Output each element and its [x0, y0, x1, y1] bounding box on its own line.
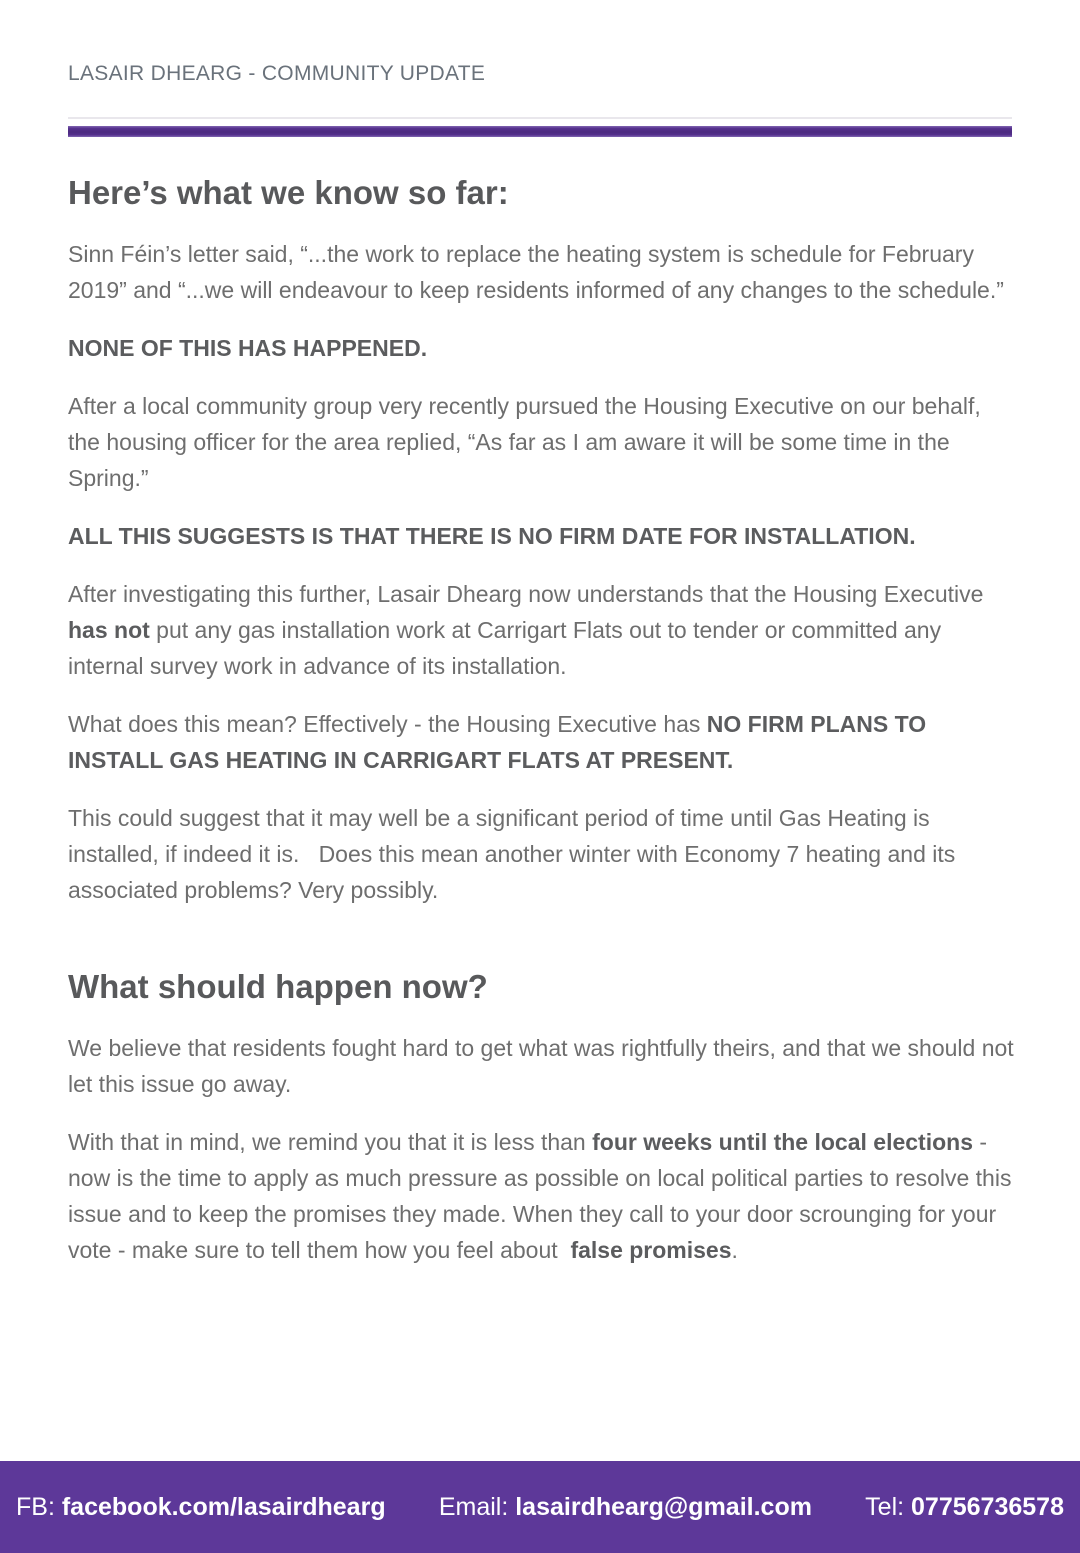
paragraph	[68, 388, 1014, 496]
text-segment: We believe that residents fought hard to get what was rightfully theirs, and that we should not let this issue go away.	[68, 1035, 1021, 1097]
text-segment: NONE OF THIS HAS HAPPENED.	[68, 335, 428, 361]
text-segment-bold: has not	[68, 617, 150, 643]
section-heading-1: Here’s what we know so far:	[68, 174, 509, 211]
text-segment: After investigating this further, Lasair Dhearg now understands that the Housing Executive	[68, 581, 990, 607]
paragraph	[68, 576, 1014, 684]
footer-facebook-label: FB:	[16, 1492, 55, 1521]
section-heading-2: What should happen now?	[68, 968, 488, 1005]
text-segment: .	[731, 1237, 738, 1263]
page-content	[68, 172, 1021, 1268]
footer-phone-value: 07756736578	[911, 1492, 1064, 1521]
footer-phone	[865, 1493, 1064, 1522]
footer-facebook-value: facebook.com/lasairdhearg	[61, 1492, 386, 1521]
footer-email-value: lasairdhearg@gmail.com	[515, 1492, 812, 1521]
text-segment: ALL THIS SUGGESTS IS THAT THERE IS NO FIRM DATE FOR INSTALLATION.	[68, 523, 916, 549]
paragraph	[68, 236, 1014, 308]
paragraph	[68, 1030, 1021, 1102]
page-kicker: LASAIR DHEARG - COMMUNITY UPDATE	[68, 62, 486, 85]
text-segment-bold: four weeks until the local elections	[592, 1129, 973, 1155]
text-segment: put any gas installation work at Carrigart Flats out to tender or committed any internal survey work in advance of its installation.	[68, 617, 948, 679]
text-segment: - now is the time to apply as much pressure as possible on local political parties to resolve this issue and to keep the promises they made. When they call to your door scrounging for your vote - make sure to tell them how you feel about	[68, 1129, 1018, 1263]
thin-divider	[68, 117, 1012, 119]
text-segment: Sinn Féin’s letter said, “...the work to replace the heating system is schedule for February 2019” and “...we will endeavour to keep residents informed of any changes to the schedule.”	[68, 241, 1004, 303]
paragraph	[68, 706, 1014, 778]
text-segment: What does this mean? Effectively - the Housing Executive has	[68, 711, 707, 737]
footer-facebook	[16, 1493, 386, 1522]
footer-phone-label: Tel:	[865, 1492, 905, 1521]
footer-email	[439, 1493, 812, 1522]
text-segment: With that in mind, we remind you that it is less than	[68, 1129, 593, 1155]
text-segment-bold: false promises	[570, 1237, 732, 1263]
footer-bar	[0, 1461, 1080, 1553]
callout-paragraph	[68, 518, 1014, 554]
callout-paragraph	[68, 330, 1014, 366]
text-segment-bold: NO FIRM PLANS TO INSTALL GAS HEATING IN CARRIGART FLATS AT PRESENT.	[68, 711, 933, 773]
text-segment: This could suggest that it may well be a significant period of time until Gas Heating is installed, if indeed it is. Does this mean another winter with Economy 7 heating and its associated problems? Very possibly.	[68, 805, 962, 903]
footer-email-label: Email:	[438, 1492, 509, 1521]
accent-bar-divider	[68, 126, 1012, 137]
text-segment: After a local community group very recently pursued the Housing Executive on our behalf, the housing officer for the area replied, “As far as I am aware it will be some time in the Spring.”	[68, 393, 988, 491]
paragraph	[68, 800, 1014, 908]
paragraph	[68, 1124, 1018, 1268]
